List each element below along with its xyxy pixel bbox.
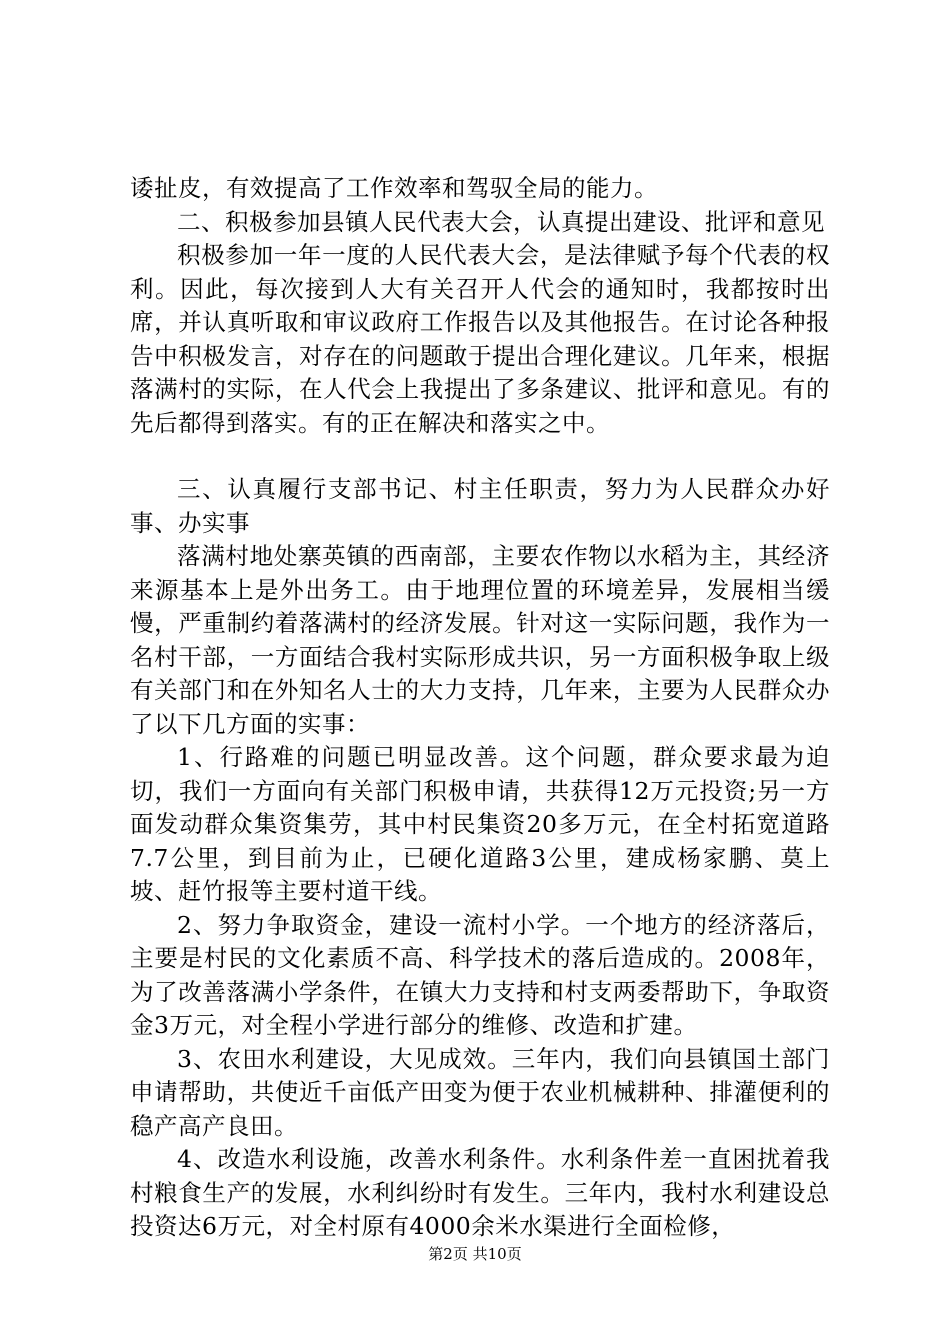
paragraph-congress: 积极参加一年一度的人民代表大会，是法律赋予每个代表的权利。因此，每次接到人大有关召开人代会的通知时，我都按时出席，并认真听取和审议政府工作报告以及其他报告。在讨论各种报告中积极发言，对存在的问题敢于提出合理化建议。几年来，根据落满村的实际，在人代会上我提出了多条建议、批评和意见。有的先后都得到落实。有的正在解决和落实之中。 [130, 241, 830, 437]
document-body [130, 172, 830, 1244]
paragraph-continuation: 诿扯皮，有效提高了工作效率和驾驭全局的能力。 [130, 174, 658, 202]
list-item-irrigation: 4、改造水利设施，改善水利条件。水利条件差一直困扰着我村粮食生产的发展，水利纠纷时有发生。三年内，我村水利建设总投资达6万元，对全村原有4000余米水渠进行全面检修， [130, 1145, 830, 1240]
section-heading-2: 二、积极参加县镇人民代表大会，认真提出建设、批评和意见 [177, 207, 825, 236]
paragraph-village-overview: 落满村地处寨英镇的西南部，主要农作物以水稻为主，其经济来源基本上是外出务工。由于地理位置的环境差异，发展相当缓慢，严重制约着落满村的经济发展。针对这一实际问题，我作为一名村干部，一方面结合我村实际形成共识，另一方面积极争取上级有关部门和在外知名人士的大力支持，几年来，主要为人民群众办了以下几方面的实事： [130, 542, 830, 738]
list-item-farmland: 3、农田水利建设，大见成效。三年内，我们向县镇国土部门申请帮助，共使近千亩低产田变为便于农业机械耕种、排灌便利的稳产高产良田。 [130, 1044, 830, 1140]
list-item-school: 2、努力争取资金，建设一流村小学。一个地方的经济落后，主要是村民的文化素质不高、科学技术的落后造成的。2008年，为了改善落满小学条件，在镇大力支持和村支两委帮助下，争取资金3万元，对全程小学进行部分的维修、改造和扩建。 [130, 910, 830, 1039]
paragraph-spacer [130, 440, 830, 473]
section-heading-3: 三、认真履行支部书记、村主任职责，努力为人民群众办好事、办实事 [130, 475, 830, 537]
list-item-roads: 1、行路难的问题已明显改善。这个问题，群众要求最为迫切，我们一方面向有关部门积极申请，共获得12万元投资;另一方面发动群众集资集劳，其中村民集资20多万元，在全村拓宽道路7.7公里，到目前为止，已硬化道路3公里，建成杨家鹏、莫上坡、赶竹报等主要村道干线。 [130, 743, 830, 905]
page-number-footer: 第2页 共10页 [428, 1245, 522, 1263]
